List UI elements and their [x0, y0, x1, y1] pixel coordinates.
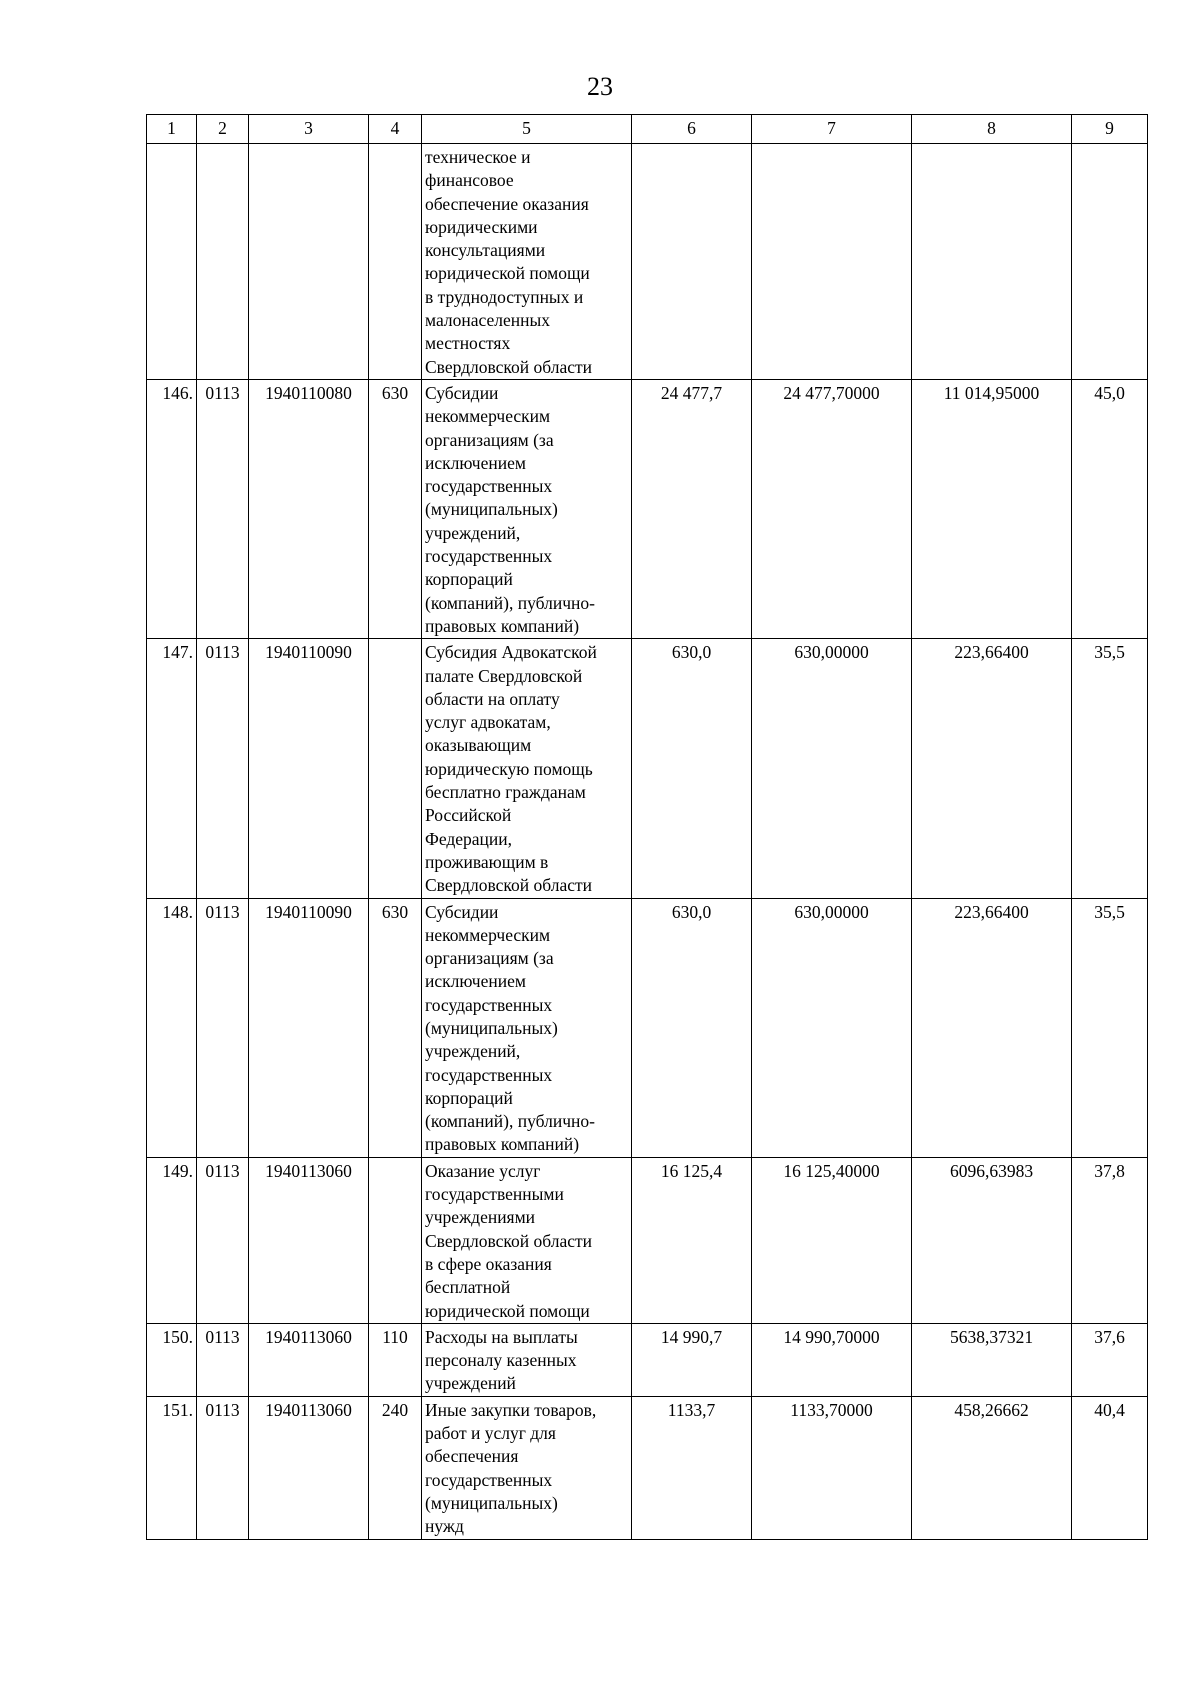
target-code: 1940110090 — [249, 639, 369, 898]
item-name: Расходы на выплаты персоналу казенных учреждений — [422, 1323, 632, 1396]
target-code: 1940113060 — [249, 1157, 369, 1323]
plan-amount — [632, 144, 752, 380]
row-number: 148. — [147, 898, 197, 1157]
plan-amount: 630,0 — [632, 639, 752, 898]
expense-type-code — [369, 144, 422, 380]
target-code: 1940113060 — [249, 1323, 369, 1396]
plan-adjusted-amount — [752, 144, 912, 380]
item-name: Субсидии некоммерческим организациям (за исключением государственных (муниципальных) учреждений, государственных корпораций (компаний), публично- правовых компаний) — [422, 898, 632, 1157]
row-number: 150. — [147, 1323, 197, 1396]
plan-adjusted-amount: 1133,70000 — [752, 1396, 912, 1539]
target-code — [249, 144, 369, 380]
item-name: техническое и финансовое обеспечение оказания юридическими консультациями юридической помощи в труднодоступных и малонаселенных местностях Свердловской области — [422, 144, 632, 380]
target-code: 1940110090 — [249, 898, 369, 1157]
expense-type-code — [369, 639, 422, 898]
row-number: 151. — [147, 1396, 197, 1539]
executed-amount: 6096,63983 — [912, 1157, 1072, 1323]
budget-table — [146, 114, 1148, 1540]
execution-percent: 45,0 — [1072, 379, 1148, 638]
expense-type-code — [369, 1157, 422, 1323]
plan-amount: 14 990,7 — [632, 1323, 752, 1396]
row-number: 147. — [147, 639, 197, 898]
section-code — [197, 144, 249, 380]
plan-amount: 16 125,4 — [632, 1157, 752, 1323]
row-number: 146. — [147, 379, 197, 638]
executed-amount: 5638,37321 — [912, 1323, 1072, 1396]
execution-percent: 35,5 — [1072, 639, 1148, 898]
execution-percent: 40,4 — [1072, 1396, 1148, 1539]
executed-amount: 11 014,95000 — [912, 379, 1072, 638]
execution-percent: 37,6 — [1072, 1323, 1148, 1396]
column-header: 8 — [912, 115, 1072, 144]
executed-amount — [912, 144, 1072, 380]
page-number: 23 — [587, 72, 613, 101]
plan-adjusted-amount: 24 477,70000 — [752, 379, 912, 638]
table-row — [147, 379, 1148, 638]
section-code: 0113 — [197, 1157, 249, 1323]
execution-percent: 37,8 — [1072, 1157, 1148, 1323]
item-name: Иные закупки товаров, работ и услуг для обеспечения государственных (муниципальных) нужд — [422, 1396, 632, 1539]
column-header: 6 — [632, 115, 752, 144]
executed-amount: 458,26662 — [912, 1396, 1072, 1539]
column-header: 5 — [422, 115, 632, 144]
plan-amount: 24 477,7 — [632, 379, 752, 638]
row-number — [147, 144, 197, 380]
section-code: 0113 — [197, 639, 249, 898]
column-header: 4 — [369, 115, 422, 144]
plan-amount: 630,0 — [632, 898, 752, 1157]
expense-type-code: 240 — [369, 1396, 422, 1539]
column-header: 3 — [249, 115, 369, 144]
section-code: 0113 — [197, 1323, 249, 1396]
item-name: Оказание услуг государственными учреждениями Свердловской области в сфере оказания бесплатной юридической помощи — [422, 1157, 632, 1323]
target-code: 1940113060 — [249, 1396, 369, 1539]
table-row — [147, 1157, 1148, 1323]
header-row — [147, 115, 1148, 144]
table-row — [147, 1323, 1148, 1396]
section-code: 0113 — [197, 898, 249, 1157]
column-header: 9 — [1072, 115, 1148, 144]
item-name: Субсидии некоммерческим организациям (за исключением государственных (муниципальных) учреждений, государственных корпораций (компаний), публично- правовых компаний) — [422, 379, 632, 638]
plan-adjusted-amount: 630,00000 — [752, 898, 912, 1157]
execution-percent: 35,5 — [1072, 898, 1148, 1157]
column-header: 1 — [147, 115, 197, 144]
plan-adjusted-amount: 14 990,70000 — [752, 1323, 912, 1396]
section-code: 0113 — [197, 379, 249, 638]
column-header: 7 — [752, 115, 912, 144]
plan-adjusted-amount: 16 125,40000 — [752, 1157, 912, 1323]
expense-type-code: 630 — [369, 898, 422, 1157]
section-code: 0113 — [197, 1396, 249, 1539]
plan-adjusted-amount: 630,00000 — [752, 639, 912, 898]
executed-amount: 223,66400 — [912, 898, 1072, 1157]
table-row — [147, 1396, 1148, 1539]
table-row — [147, 898, 1148, 1157]
target-code: 1940110080 — [249, 379, 369, 638]
plan-amount: 1133,7 — [632, 1396, 752, 1539]
expense-type-code: 110 — [369, 1323, 422, 1396]
table-row — [147, 144, 1148, 380]
item-name: Субсидия Адвокатской палате Свердловской области на оплату услуг адвокатам, оказывающим юридическую помощь бесплатно гражданам Российской Федерации, проживающим в Свердловской области — [422, 639, 632, 898]
table-row — [147, 639, 1148, 898]
row-number: 149. — [147, 1157, 197, 1323]
executed-amount: 223,66400 — [912, 639, 1072, 898]
column-header: 2 — [197, 115, 249, 144]
execution-percent — [1072, 144, 1148, 380]
expense-type-code: 630 — [369, 379, 422, 638]
